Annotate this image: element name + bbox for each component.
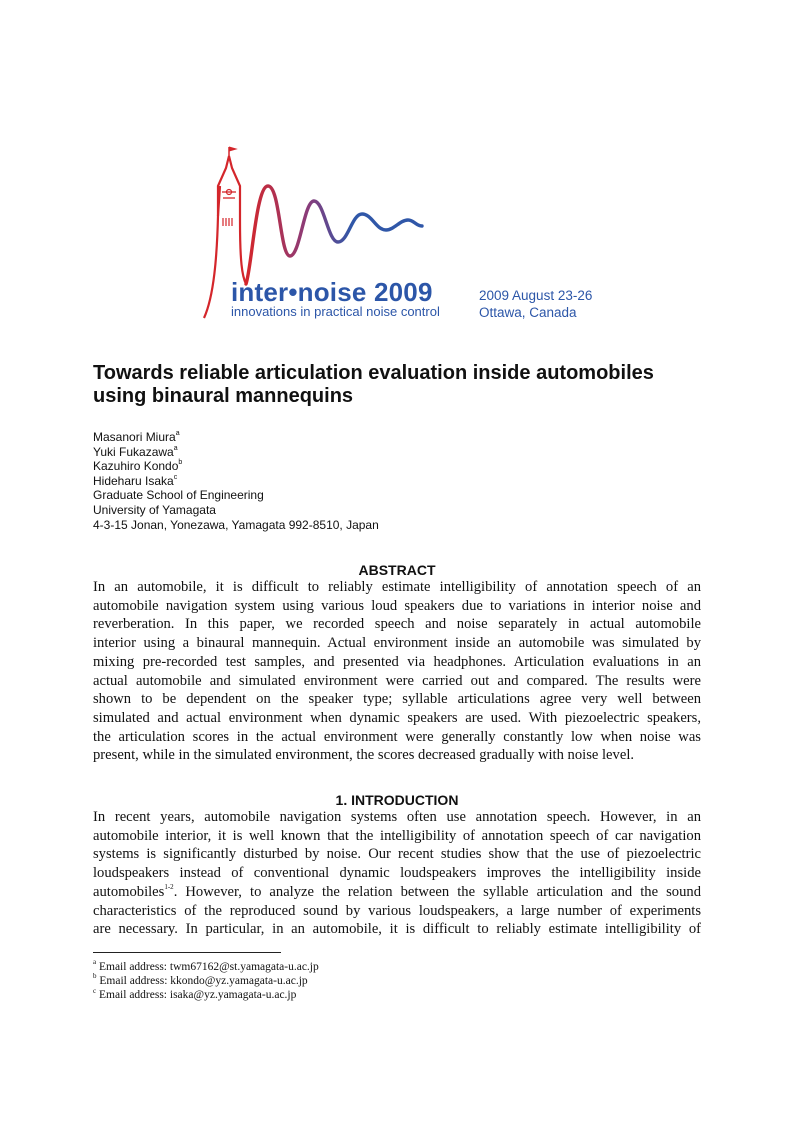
author-mark: a: [173, 444, 178, 452]
introduction-line: [93, 883, 701, 902]
author: [93, 445, 379, 460]
author: [93, 459, 379, 474]
citation-text-before: automobiles: [93, 883, 165, 900]
author-name: Masanori Miura: [93, 430, 176, 444]
footnote-text: Email address: kkondo@yz.yamagata-u.ac.jp: [99, 975, 308, 988]
abstract-line: shown to be dependent on the speaker type; syllable articulations agree very well between: [93, 691, 701, 708]
affiliation-line: 4-3-15 Jonan, Yonezawa, Yamagata 992-8510, Japan: [93, 517, 379, 532]
conference-wordmark: inter•noise 2009: [231, 277, 433, 307]
author-name: Hideharu Isaka: [93, 473, 174, 488]
footnote-divider: [93, 952, 281, 953]
author: [93, 430, 379, 445]
introduction-heading: 1. INTRODUCTION: [335, 792, 459, 808]
title-line: using binaural mannequins: [93, 385, 354, 407]
abstract-line: In an automobile, it is difficult to reliably estimate intelligibility of annotation speech of an: [93, 579, 701, 595]
sound-wave-icon: [246, 186, 422, 284]
introduction-line: In recent years, automobile navigation systems often use annotation speech. However, in an: [93, 809, 701, 825]
footnote-mark: b: [93, 972, 97, 981]
footnote-mark: c: [93, 986, 97, 995]
footnote-mark: a: [93, 958, 97, 967]
introduction-line: characteristics of the reproduced sound by various loudspeakers, a large number of experiments: [93, 902, 701, 919]
introduction-line: systems is significantly disturbed by noise. Our recent studies show that the use of piezoelectric: [93, 846, 701, 863]
author-name: Kazuhiro Kondo: [93, 459, 179, 474]
citation-text-after: . However, to analyze the relation between the syllable articulation and the sound: [173, 883, 701, 900]
footnote-text: Email address: twm67162@st.yamagata-u.ac.jp: [98, 961, 319, 973]
introduction-body: [93, 808, 701, 939]
abstract-line: present, while in the simulated environment, the scores decreased gradually with noise level.: [93, 747, 635, 764]
abstract-line: reverberation. In this paper, we recorded speech and noise separately in actual automobile: [93, 616, 701, 633]
footnotes: [93, 960, 319, 1003]
affiliation-line: Graduate School of Engineering: [93, 488, 264, 503]
author: [93, 474, 379, 489]
introduction-line: are necessary. In particular, in an automobile, it is difficult to reliably estimate intelligibility of: [93, 921, 701, 938]
footnote: [93, 988, 319, 1002]
author-mark: c: [173, 473, 178, 481]
conference-tagline: innovations in practical noise control: [231, 304, 440, 319]
citation-mark: 1-2: [164, 882, 174, 891]
abstract-line: actual automobile and simulated environment were carried out and compared. The results were: [93, 672, 701, 689]
author-name: Yuki Fukazawa: [93, 444, 174, 459]
footnote: [93, 974, 319, 988]
introduction-line: loudspeakers instead of conventional dynamic loudspeakers improves the intelligibility inside: [93, 865, 701, 882]
abstract-line: mixing pre-recorded test samples, and presented via headphones. Articulation evaluations in an: [93, 653, 701, 670]
abstract-line: the articulation scores in the actual environment were generally constantly low when noise was: [93, 728, 701, 745]
author-mark: b: [178, 459, 183, 467]
abstract-heading: ABSTRACT: [358, 562, 436, 578]
author-block: [93, 430, 379, 532]
introduction-line: automobile interior, it is well known that the intelligibility of annotation speech of car navigation: [93, 827, 701, 844]
author-mark: a: [175, 430, 180, 437]
abstract-line: simulated and actual environment when dynamic speakers are used. With piezoelectric speakers,: [93, 709, 701, 726]
abstract-line: interior using a binaural mannequin. Actual environment inside an automobile was simulated by: [93, 635, 701, 652]
abstract-line: automobile navigation system using various loud speakers due to variations in interior noise and: [93, 597, 701, 614]
conference-location: Ottawa, Canada: [479, 305, 577, 320]
affiliation-line: University of Yamagata: [93, 502, 216, 517]
footnote: [93, 960, 319, 974]
conference-date: 2009 August 23-26: [479, 288, 593, 303]
abstract-body: [93, 578, 701, 765]
paper-title: [93, 362, 713, 408]
title-line: Towards reliable articulation evaluation inside automobiles: [93, 362, 654, 384]
footnote-text: Email address: isaka@yz.yamagata-u.ac.jp: [98, 989, 297, 1002]
